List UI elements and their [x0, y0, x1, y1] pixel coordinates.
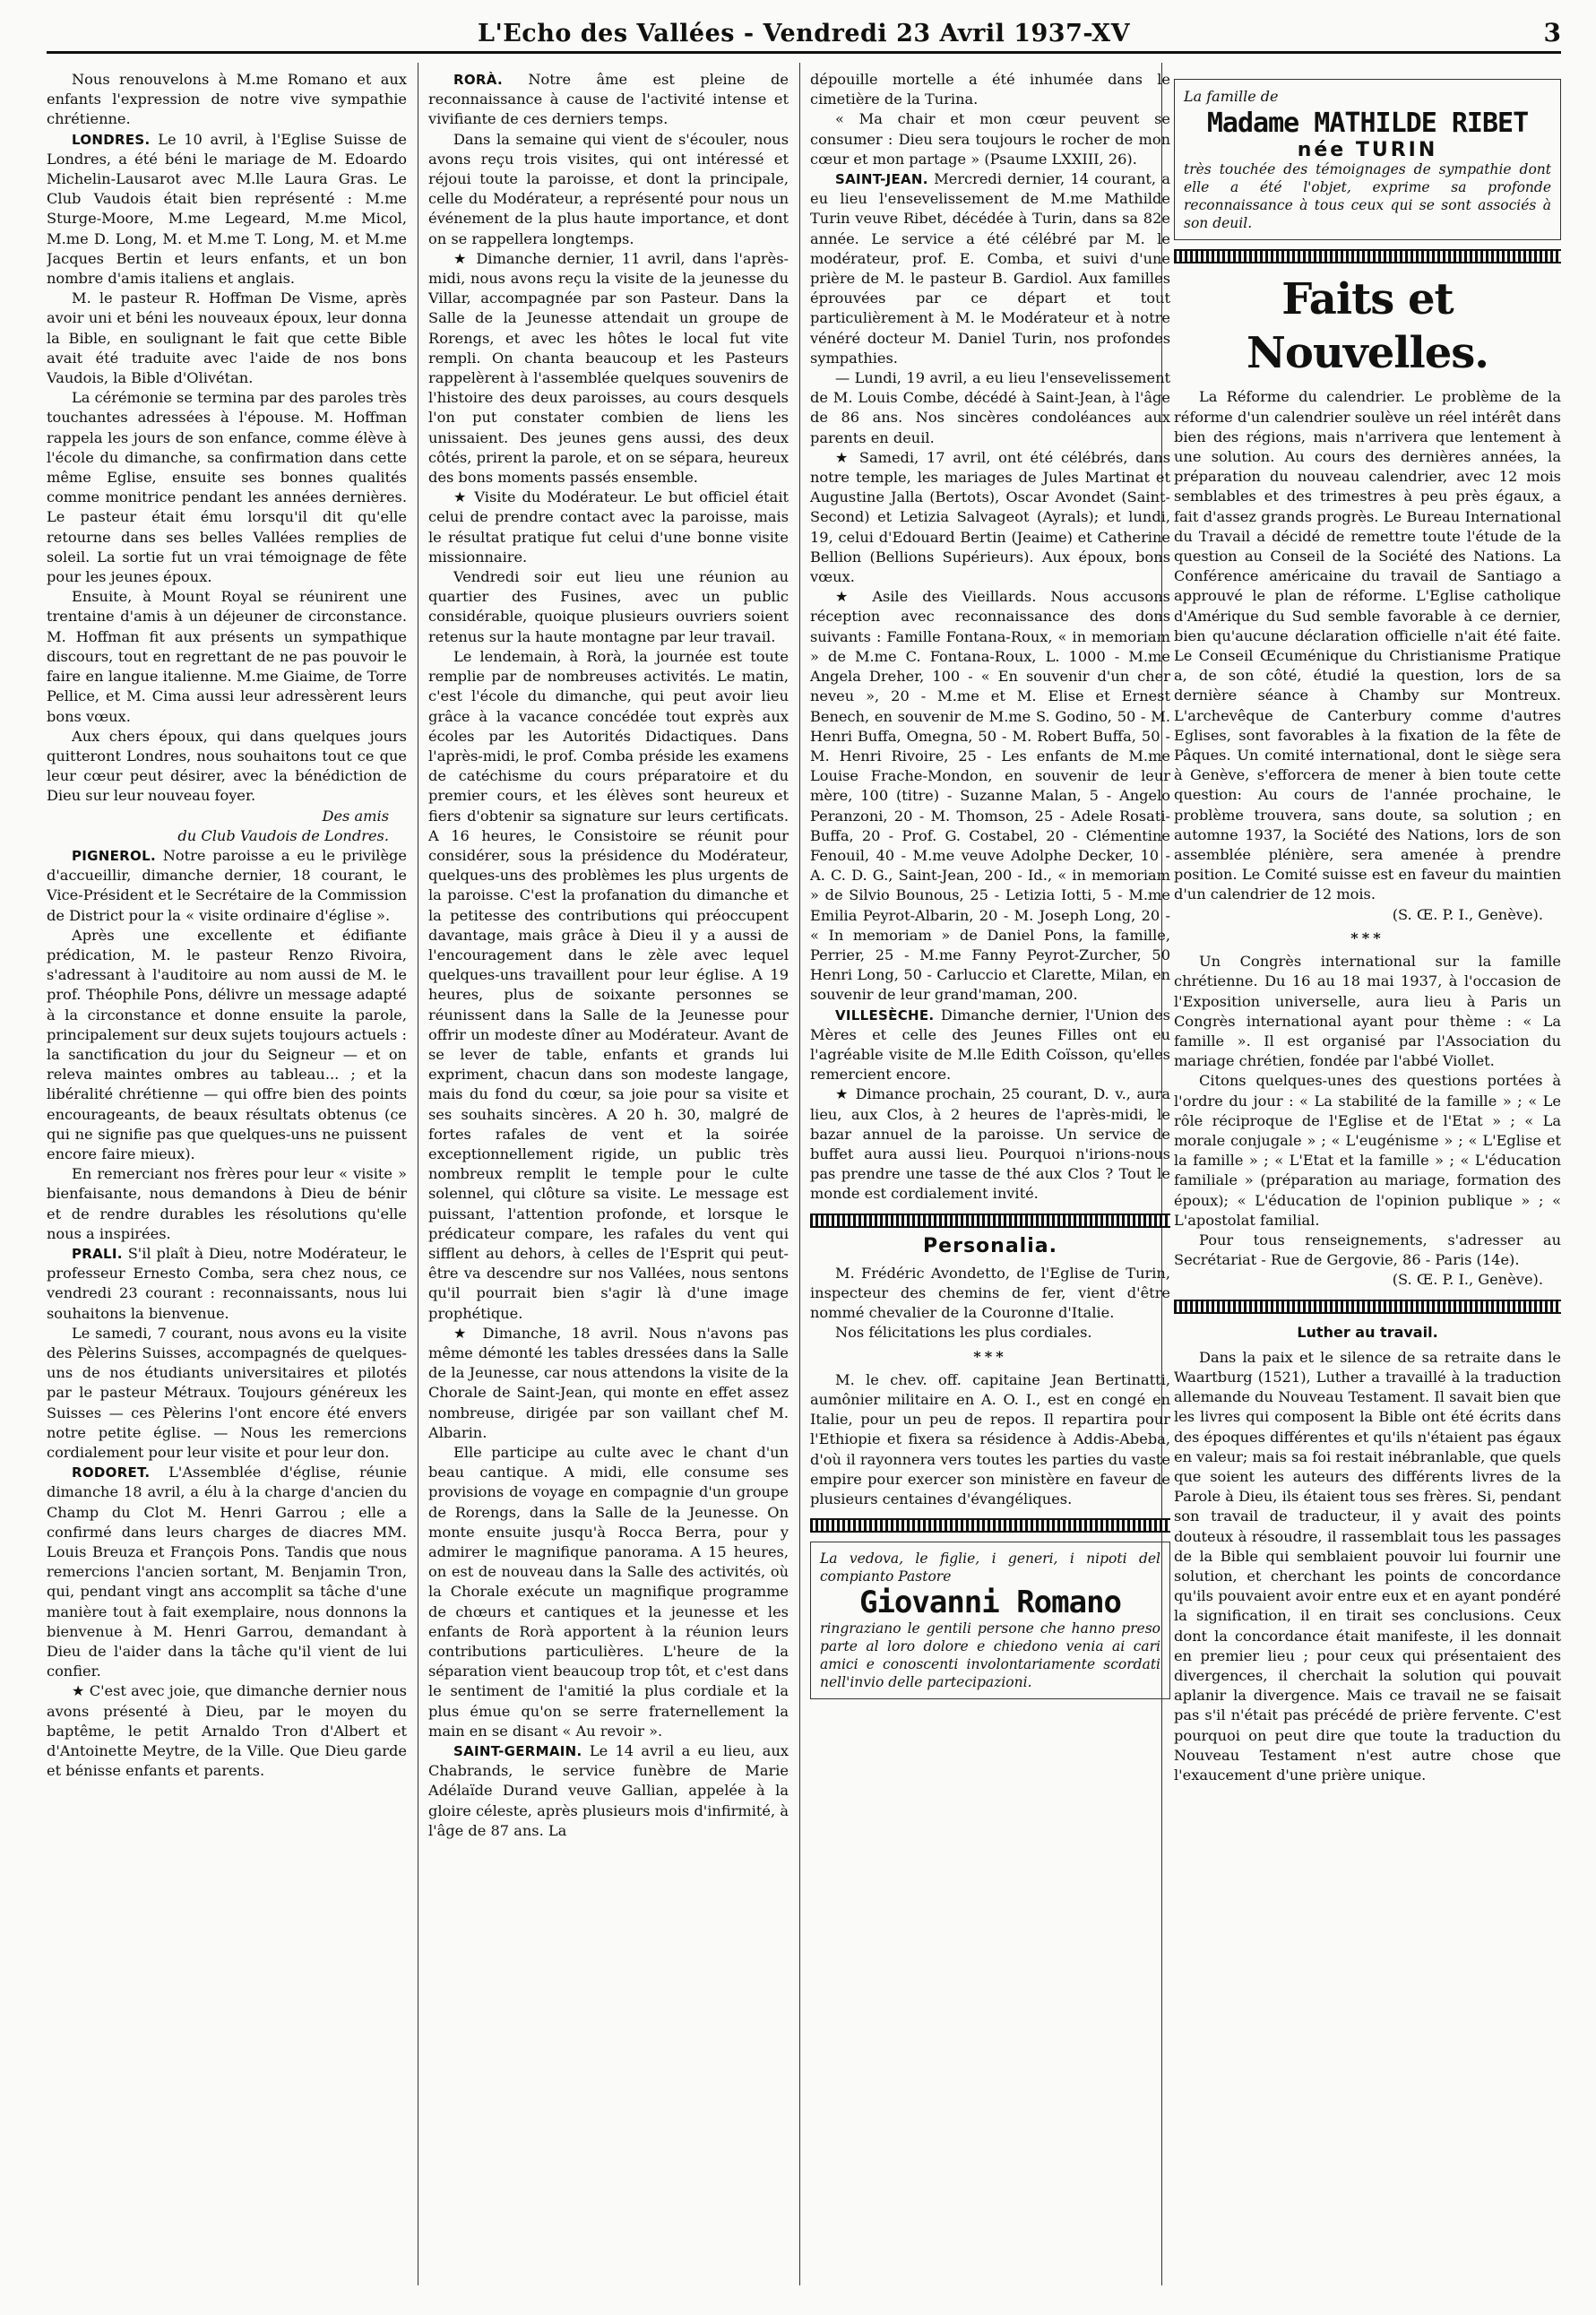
ornamental-band — [810, 1214, 1170, 1228]
paragraph: Ensuite, à Mount Royal se réunirent une trentaine d'amis à un déjeuner de circonstance. M. Hoffman fit aux présents un sympathique discours, tout en regrettant de ne pas pouvoir le faire en langue italienne. M.me Giaime, de Torre Pellice, et M. Cima aussi leur adressèrent leurs bons vœux. — [47, 588, 407, 725]
notice-intro: La vedova, le figlie, i generi, i nipoti del compianto Pastore — [820, 1551, 1160, 1585]
paragraph: LONDRES. Le 10 avril, à l'Eglise Suisse de Londres, a été béni le mariage de M. Edoardo Michelin-Lausarot avec M.lle Laura Gras. Le Club Vaudois était bien représenté : M.me Sturge-Moore, M.me Legeard, M.me Micol, M.me D. Long, M. et M.me T. Long, M. et M.me Jacques Bertin et leurs enfants, et un bon nombre d'amis italiens et anglais. — [47, 130, 407, 288]
paragraph: En remerciant nos frères pour leur « visite » bienfaisante, nous demandons à Dieu de bénir et de rendre durables les résolutions qu'elle nous a inspirées. — [47, 1165, 407, 1242]
paragraph: Aux chers époux, qui dans quelques jours quitteront Londres, nous souhaitons tout ce que leur cœur peut désirer, avec la bénédiction de Dieu sur leur nouveau foyer. — [47, 727, 407, 805]
paragraph: Elle participe au culte avec le chant d'un beau cantique. A midi, elle consume ses provisions de voyage en compagnie d'un groupe de Rorengs, dans la Salle de la Jeunesse. On monte ensuite jusqu'à Rocca Berra, pour y admirer le magnifique panorama. A 15 heures, on est de nouveau dans la Salle des activités, où la Chorale exécute un magnifique programme de chœurs et cantiques et la jeunesse et les enfants de Rorà apportent à la réunion leurs contributions particulières. L'heure de la séparation vient beaucoup trop tôt, et c'est dans le sentiment de l'amitié la plus cordiale et la plus émue qu'on se serre fraternellement la main en se disant « Au revoir ». — [428, 1444, 789, 1740]
notice-name: Giovanni Romano — [858, 1585, 1122, 1621]
paragraph: dépouille mortelle a été inhumée dans le cimetière de la Turina. — [810, 71, 1170, 108]
paragraph: ★ Visite du Modérateur. Le but officiel était celui de prendre contact avec la paroisse, mais le résultat pratique fut celui d'une bonne visite missionnaire. — [428, 488, 789, 566]
paragraph: ★ Dimanche dernier, 11 avril, dans l'après-midi, nous avons reçu la visite de la jeunesse du Villar, accompagnée par son Pasteur. Dans la Salle de la Jeunesse attendait un groupe de Rorengs, et avec les hôtes le local fut vite rempli. On chanta beaucoup et les Pasteurs rappelèrent à l'assemblée quelques souvenirs de l'histoire des deux paroisses, au cours desquels l'on put constater combien de liens les unissaient. Des jeunes gens aussi, des deux côtés, prirent la parole, et on se sépara, heureux des bons moments passés ensemble. — [428, 249, 789, 487]
location-heading: PRALI. — [72, 1245, 123, 1262]
location-heading: RODORET. — [72, 1464, 151, 1481]
section-title: Personalia. — [923, 1234, 1057, 1257]
section-title: Luther au travail. — [1297, 1323, 1438, 1341]
source: (S. Œ. P. I., Genève). — [1392, 1271, 1543, 1289]
paragraph: M. le chev. off. capitaine Jean Bertinatti, aumônier militaire en A. O. I., est en congé en Italie, pour un peu de repos. Il repartira pour l'Ethiopie et fixera sa résidence à Addis-Abeba, d'où il rayonnera vers toutes les parties du vaste empire pour exercer son ministère en faveur de plusieurs centaines d'évangéliques. — [810, 1370, 1170, 1508]
signature: du Club Vaudois de Londres. — [177, 826, 389, 844]
paragraph: ★ Asile des Vieillards. Nous accusons réception avec reconnaissance des dons suivants : Famille Fontana-Roux, « in memoriam » de M.me C. Fontana-Roux, L. 1000 - M.me Angela Dreher, 100 - « En souvenir d'un cher neveu », 20 - M.me et M. Elise et Ernest Benech, en souvenir de M.me S. Godino, 50 - M. Henri Buffa, Omegna, 50 - M. Robert Buffa, 50 - M. Henri Rivoire, 25 - Les enfants de M.me Louise Frache-Mondon, en souvenir de leur mère, 100 (titre) - Suzanne Malan, 5 - Angelo Peranzoni, 20 - M. Thomson, 25 - Adele Rosati-Buffa, 20 - Prof. G. Costabel, 20 - Clémentine Fenouil, 40 - M.me veuve Adolphe Decker, 10 - A. C. D. G., Saint-Jean, 200 - Id., « in memoriam » de Silvio Bounous, 25 - Letizia Iotti, 5 - M.me Emilia Peyrot-Albarin, 20 - M. Joseph Long, 20 - « In memoriam » de Daniel Pons, la famille, Perrier, 25 - M.me Fanny Peyrot-Zurcher, 50 Henri Long, 50 - Carluccio et Clarette, Milan, en souvenir de leur grand'maman, 200. — [810, 588, 1170, 1004]
paragraph: M. le pasteur R. Hoffman De Visme, après avoir uni et béni les nouveaux époux, leur donna la Bible, en soulignant le fait que cette Bible avait été traduite avec l'aide de nos bons Vaudois, la Bible d'Olivétan. — [47, 289, 407, 387]
newspaper-title: L'Echo des Vallées - Vendredi 23 Avril 1937-XV — [477, 20, 1131, 48]
column-1 — [47, 70, 407, 2284]
paragraph: ★ Samedi, 17 avril, ont été célébrés, dans notre temple, les mariages de Jules Martinat et Augustine Jalla (Bertots), Oscar Avondet (Saint-Second) et Letizia Salvageot (Ayrals); et lundi, 19, celui d'Edouard Bertin (Jeaime) et Catherine Bellion (Bellions Supérieurs). Aux époux, bons vœux. — [810, 448, 1170, 586]
page-header — [47, 16, 1561, 54]
location-heading: LONDRES. — [72, 131, 151, 148]
paragraph: Après une excellente et édifiante prédication, M. le pasteur Renzo Rivoira, s'adressant à l'auditoire au nom aussi de M. le prof. Théophile Pons, délivre un message adapté à la circonstance et donne ensuite la parole, principalement sur deux sujets toujours actuels : la sanctification du jour du Seigneur — et on releva maintes ombres au tableau... ; et la libéralité chrétienne — qui offre bien des points encourageants, de beaux résultats obtenus (ce qui ne signifie pas que quelques-uns ne puissent encore faire mieux). — [47, 926, 407, 1162]
notice-subname: née TURIN — [1297, 139, 1438, 162]
column-2 — [428, 70, 789, 2284]
column-rule — [799, 63, 800, 2285]
notice-text: ringraziano le gentili persone che hanno preso parte al loro dolore e chiedono venia ai cari amici e conoscenti involontariamente scordati nell'invio delle partecipazioni. — [820, 1620, 1160, 1691]
paragraph: Vendredi soir eut lieu une réunion au quartier des Fusines, avec un public considérable, quoique plusieurs ouvriers soient retenus sur la haute montagne par leur travail. — [428, 568, 789, 645]
separator-stars: *** — [973, 1347, 1007, 1365]
paragraph: La Réforme du calendrier. Le problème de la réforme d'un calendrier soulève un réel intérêt dans bien des régions, mais n'arrivera que lentement à une solution. Au cours des dernières années, la préparation du nouveau calendrier, avec 12 mois semblables et des trimestres à peu près égaux, a fait d'assez grands progrès. Le Bureau International du Travail a décidé de remettre toute l'étude de la question au Conseil de la Société des Nations. La Conférence américaine du travail de Santiago a approuvé le plan de réforme. L'Eglise catholique d'Amérique du Sud semble favorable à ce dernier, bien qu'aucune déclaration officielle n'ait été faite. Le Conseil Œcuménique du Christianisme Pratique a, de son côté, étudié la question, lors de sa dernière séance à Chamby sur Montreux. L'archevêque de Canterbury comme d'autres Eglises, sont favorables à la fixation de la fête de Pâques. Un comité international, dont le siège sera à Genève, s'efforcera de mener à bien toute cette question: Au cours de l'année prochaine, le problème trouvera, sans doute, sa solution ; en automne 1937, la Société des Nations, lors de son assemblée plénière, sera amenée à prendre position. Le Comité suisse est en faveur du maintien d'un calendrier de 12 mois. — [1174, 388, 1561, 903]
paragraph: ★ Dimanche, 18 avril. Nous n'avons pas même démonté les tables dressées dans la Salle de la Jeunesse, car nous attendons la visite de la Chorale de Saint-Jean, qui monte en effet assez nombreuse, dirigée par son vaillant chef M. Albarin. — [428, 1324, 789, 1441]
location-heading: PIGNEROL. — [72, 847, 156, 864]
paragraph: PIGNEROL. Notre paroisse a eu le privilège d'accueillir, dimanche dernier, 18 courant, le Vice-Président et le Secrétaire de la Commission de District pour la « visite ordinaire d'église ». — [47, 846, 407, 924]
column-3 — [810, 70, 1170, 2284]
paragraph: Le lendemain, à Rorà, la journée est toute remplie par de nombreuses activités. Le matin, c'est l'école du dimanche, qui peut avoir lieu grâce à la vacance concédée tout exprès aux écoles par les Autorités Didactiques. Dans l'après-midi, le prof. Comba préside les examens de catéchisme du cours préparatoire et du premier cours, et les élèves sont heureux et fiers d'obtenir sa signature sur leurs certificats. A 16 heures, le Consistoire se réunit pour considérer, sous la présidence du Modérateur, quelques-uns des problèmes les plus urgents de la paroisse. C'est la profanation du dimanche et la petitesse des contributions qui préoccupent davantage, mais grâce à Dieu il y a aussi de l'encouragement dans le zèle avec lequel quelques-uns travaillent pour leur église. A 19 heures, plus de soixante personnes se réunissent dans la Salle de la Jeunesse pour offrir un modeste dîner au Modérateur. Avant de se lever de table, enfants et grands lui expriment, chacun dans son modeste langage, mais du fond du cœur, sa joie pour sa visite et ses souhaits sincères. A 20 h. 30, malgré de fortes rafales de vent et la soirée exceptionnellement rigide, un public très nombreux remplit le temple pour le culte solennel, qui clôture sa visite. Le message est puissant, l'attention profonde, et lorsque le prédicateur compare, les rafales du vent qui sifflent au dehors, à celles de l'Esprit qui peut-être va descendre sur nos Vallées, nous sentons qu'il pourrait bien s'agir là d'une image prophétique. — [428, 647, 789, 1322]
ornamental-band — [810, 1518, 1170, 1533]
paragraph: VILLESÈCHE. Dimanche dernier, l'Union des Mères et celle des Jeunes Filles ont eu l'agréable visite de M.lle Edith Coïsson, qu'elles remercient encore. — [810, 1006, 1170, 1084]
paragraph: Dans la paix et le silence de sa retraite dans le Waartburg (1521), Luther a travaillé à la traduction allemande du Nouveau Testament. Il savait bien que les livres qui composent la Bible ont été écrits dans des époques différentes et qu'ils n'étaient pas égaux en valeur; mais sa foi restait inébranlable, que quels que soient les auteurs des différents livres de la Parole à Dieu, ils étaient tous ses frères. Si, pendant son travail de traducteur, il y avait des points douteux à résoudre, il rassemblait tous les passages de la Bible qui semblaient pouvoir lui fournir une solution, et cherchant les points de concordance qu'ils pouvaient avoir entre eux et en ayant pondéré la signification, il en tirait ses conclusions. Ceux dont la concordance était manifeste, il les donnait en premier lieu ; pour ceux qui présentaient des divergences, il cherchait la solution qui pouvait aplanir la divergence. Mais ce travail ne se faisait pas s'il n'était pas précédé de prière fervente. C'est pourquoi on peut dire que toute la traduction du Nouveau Testament n'est autre chose que l'exaucement d'une prière unique. — [1174, 1348, 1561, 1784]
paragraph: La cérémonie se termina par des paroles très touchantes adressées à l'épouse. M. Hoffman rappela les jours de son enfance, comme élève à l'école du dimanche, sa confirmation dans cette même Eglise, ensuite ses bonnes qualités comme monitrice pendant les années dernières. Le pasteur était ému lorsqu'il dit qu'elle retourne dans ses belles Vallées remplies de soleil. La sortie fut un vrai témoignage de fête pour les jeunes époux. — [47, 389, 407, 586]
page-number: 3 — [1543, 18, 1561, 48]
column-4 — [1174, 70, 1561, 2284]
location-heading: VILLESÈCHE. — [835, 1006, 935, 1024]
paragraph: Le samedi, 7 courant, nous avons eu la visite des Pèlerins Suisses, accompagnés de quelques-uns de nos étudiants universitaires et pilotés par le pasteur Métraux. Toujours généreux les Suisses — ces Pèlerins l'ont encore été envers notre petite église. — Nous les remercions cordialement pour leur visite et pour leur don. — [47, 1324, 407, 1462]
location-heading: SAINT-JEAN. — [835, 171, 928, 188]
paragraph: Pour tous renseignements, s'adresser au Secrétariat - Rue de Gergovie, 86 - Paris (14e). — [1174, 1231, 1561, 1269]
ornamental-band — [1174, 1300, 1561, 1314]
separator-stars: *** — [1350, 929, 1385, 946]
paragraph: PRALI. S'il plaît à Dieu, notre Modérateur, le professeur Ernesto Comba, sera chez nous, ce vendredi 23 courant : reconnaissants, nous lui souhaitons la bienvenue. — [47, 1244, 407, 1322]
notice-intro: La famille de — [1184, 88, 1279, 105]
ornamental-band — [1174, 249, 1561, 263]
notice-box — [1174, 79, 1561, 240]
paragraph: RODORET. L'Assemblée d'église, réunie dimanche 18 avril, a élu à la charge d'ancien du Champ du Clot M. Henri Garrou ; elle a confirmé dans leurs charges de diacres MM. Louis Breuza et François Pons. Tandis que nous remercions l'ancien sortant, M. Benjamin Tron, qui, pendant vingt ans accomplit sa tâche d'une manière tout à fait exemplaire, nous donnons la bienvenue à M. Henri Garrou, demandant à Dieu de l'aider dans la tâche qu'il vient de lui confier. — [47, 1464, 407, 1680]
signature: Des amis — [322, 807, 389, 825]
location-heading: SAINT-GERMAIN. — [453, 1743, 582, 1760]
paragraph: Un Congrès international sur la famille chrétienne. Du 16 au 18 mai 1937, à l'occasion de l'Exposition universelle, aura lieu à Paris un Congrès international ayant pour thème : « La famille ». Il est organisé par l'Association du mariage chrétien, fondée par l'abbé Viollet. — [1174, 953, 1561, 1070]
paragraph: RORÀ. Notre âme est pleine de reconnaissance à cause de l'activité intense et vivifiante de ces derniers temps. — [428, 71, 789, 128]
paragraph: — Lundi, 19 avril, a eu lieu l'ensevelissement de M. Louis Combe, décédé à Saint-Jean, à l'âge de 86 ans. Nos sincères condoléances aux parents en deuil. — [810, 369, 1170, 446]
paragraph: ★ Dimance prochain, 25 courant, D. v., aura lieu, aux Clos, à 2 heures de l'après-midi, le bazar annuel de la paroisse. Un service de buffet aura aussi lieu. Pourquoi n'irions-nous pas prendre une tasse de thé aux Clos ? Tout le monde est cordialement invité. — [810, 1085, 1170, 1203]
notice-box — [810, 1542, 1170, 1699]
paragraph: SAINT-GERMAIN. Le 14 avril a eu lieu, aux Chabrands, le service funèbre de Marie Adélaïde Durand veuve Gallian, appelée à la gloire céleste, après plusieurs mois d'infirmité, à l'âge de 87 ans. La — [428, 1742, 789, 1839]
notice-text: très touchée des témoignages de sympathie dont elle a été l'objet, exprime sa profonde reconnaissance à tous ceux qui se sont associés à son deuil. — [1184, 161, 1551, 232]
paragraph: Nos félicitations les plus cordiales. — [835, 1324, 1092, 1342]
paragraph: Nous renouvelons à M.me Romano et aux enfants l'expression de notre vive sympathie chrétienne. — [47, 71, 407, 128]
paragraph: SAINT-JEAN. Mercredi dernier, 14 courant, a eu lieu l'ensevelissement de M.me Mathilde Turin veuve Ribet, décédée à Turin, dans sa 82e année. Le service a été célébré par M. le modérateur, prof. E. Comba, et suivi d'une prière de M. le pasteur B. Gardiol. Aux familles éprouvées par ce départ et tout particulièrement à M. le Modérateur et à notre vénéré docteur M. Daniel Turin, nos profondes sympathies. — [810, 170, 1170, 367]
paragraph: « Ma chair et mon cœur peuvent se consumer : Dieu sera toujours le rocher de mon cœur et mon partage » (Psaume LXXIII, 26). — [810, 110, 1170, 168]
location-heading: RORÀ. — [453, 72, 503, 88]
paragraph: Dans la semaine qui vient de s'écouler, nous avons reçu trois visites, qui ont intéressé et réjoui toute la paroisse, et dont la principale, celle du Modérateur, a représenté pour nous un événement de la plus haute importance, et dont on se rappellera longtemps. — [428, 130, 789, 247]
section-title: Faits et Nouvelles. — [1247, 274, 1488, 379]
paragraph: M. Frédéric Avondetto, de l'Eglise de Turin, inspecteur des chemins de fer, vient d'être nommé chevalier de la Couronne d'Italie. — [810, 1264, 1170, 1322]
paragraph: Citons quelques-unes des questions portées à l'ordre du jour : « La stabilité de la famille » ; « Le rôle réciproque de l'Eglise et de l'Etat » ; « La morale conjugale » ; « L'eugénisme » ; « L'Eglise et la famille » ; « L'Etat et la famille » ; « L'éducation familiale » (préparation au mariage, formation des époux); « L'éducation de l'opinion publique » ; « L'apostolat familial. — [1174, 1072, 1561, 1229]
source: (S. Œ. P. I., Genève). — [1392, 905, 1543, 923]
notice-name: Madame MATHILDE RIBET — [1206, 108, 1529, 140]
paragraph: ★ C'est avec joie, que dimanche dernier nous avons présenté à Dieu, par le moyen du baptême, le petit Arnaldo Tron d'Albert et d'Antoinette Meytre, de la Ville. Que Dieu garde et bénisse enfants et parents. — [47, 1682, 407, 1780]
